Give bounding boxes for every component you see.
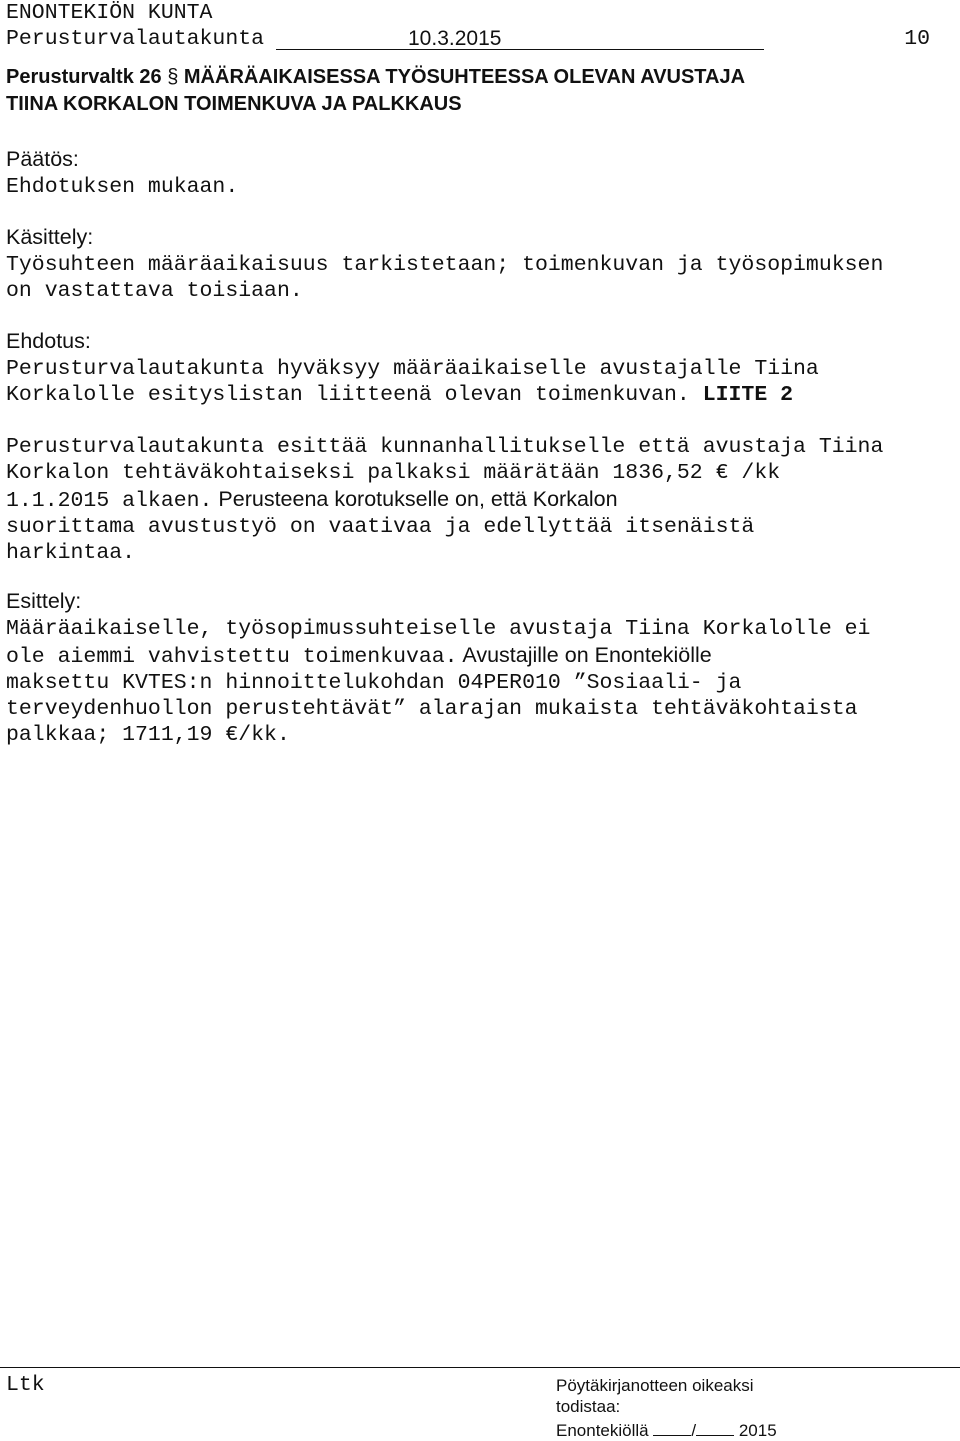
presentation-line-1: Määräaikaiselle, työsopimussuhteiselle avustaja Tiina Korkalolle ei bbox=[6, 617, 871, 641]
day-blank-field bbox=[653, 1417, 691, 1436]
presentation-label: Esittely: bbox=[6, 589, 82, 613]
proposal-p2-line-5: harkintaa. bbox=[6, 541, 136, 565]
section-title bbox=[6, 64, 745, 118]
board-name: Perusturvalautakunta bbox=[6, 27, 265, 51]
header-underline bbox=[276, 49, 764, 50]
presentation-line-2b: Avustajille on Enontekiölle bbox=[457, 643, 712, 667]
footer-board-abbreviation: Ltk bbox=[6, 1373, 45, 1397]
proposal-p1-line-2: Korkalolle esityslistan liitteenä olevan toimenkuvan. bbox=[6, 383, 703, 407]
footer-divider bbox=[0, 1367, 960, 1368]
processing-line-2: on vastattava toisiaan. bbox=[6, 279, 303, 303]
proposal-p2-line-4: suorittama avustustyö on vaativaa ja edellyttää itsenäistä bbox=[6, 515, 755, 539]
month-blank-field bbox=[696, 1417, 734, 1436]
decision-label: Päätös: bbox=[6, 147, 79, 171]
certify-year: 2015 bbox=[738, 1421, 777, 1440]
meeting-date: 10.3.2015 bbox=[408, 27, 502, 50]
certify-place: Enontekiöllä bbox=[556, 1421, 649, 1440]
presentation-line-5: palkkaa; 1711,19 €/kk. bbox=[6, 723, 290, 747]
proposal-p2-line-3b: Perusteena korotukselle on, että Korkalon bbox=[212, 487, 618, 511]
attachment-reference: LIITE 2 bbox=[702, 383, 794, 407]
section-title-line2: TIINA KORKALON TOIMENKUVA JA PALKKAUS bbox=[6, 93, 462, 115]
certify-line-2: todistaa: bbox=[556, 1397, 621, 1416]
date-separator: / bbox=[691, 1421, 697, 1440]
section-sign-icon: § bbox=[167, 66, 179, 88]
certification-block bbox=[556, 1375, 777, 1441]
page-number: 10 bbox=[904, 27, 930, 51]
presentation-block bbox=[6, 588, 870, 748]
section-title-rest: MÄÄRÄAIKAISESSA TYÖSUHTEESSA OLEVAN AVUSTAJA bbox=[183, 66, 746, 88]
proposal-p1-line-1: Perusturvalautakunta hyväksyy määräaikaiselle avustajalle Tiina bbox=[6, 357, 819, 381]
presentation-line-3: maksettu KVTES:n hinnoittelukohdan 04PER010 ”Sosiaali- ja bbox=[6, 671, 742, 695]
organization-name: ENONTEKIÖN KUNTA bbox=[6, 1, 213, 25]
presentation-line-2a: ole aiemmi vahvistettu toimenkuvaa. bbox=[6, 645, 458, 669]
proposal-p2-line-3a: 1.1.2015 alkaen. bbox=[6, 489, 213, 513]
certify-line-1: Pöytäkirjanotteen oikeaksi bbox=[556, 1376, 754, 1395]
processing-line-1: Työsuhteen määräaikaisuus tarkistetaan; toimenkuvan ja työsopimuksen bbox=[6, 253, 884, 277]
section-title-prefix: Perusturvaltk 26 bbox=[6, 66, 162, 88]
processing-block bbox=[6, 224, 883, 304]
decision-text: Ehdotuksen mukaan. bbox=[6, 175, 239, 199]
proposal-block bbox=[6, 328, 883, 566]
processing-label: Käsittely: bbox=[6, 225, 94, 249]
presentation-line-4: terveydenhuollon perustehtävät” alarajan mukaista tehtäväkohtaista bbox=[6, 697, 858, 721]
decision-block bbox=[6, 146, 238, 200]
proposal-p2-line-2: Korkalon tehtäväkohtaiseksi palkaksi määrätään 1836,52 € /kk bbox=[6, 461, 781, 485]
proposal-p2-line-1: Perusturvalautakunta esittää kunnanhallitukselle että avustaja Tiina bbox=[6, 435, 884, 459]
proposal-label: Ehdotus: bbox=[6, 329, 91, 353]
